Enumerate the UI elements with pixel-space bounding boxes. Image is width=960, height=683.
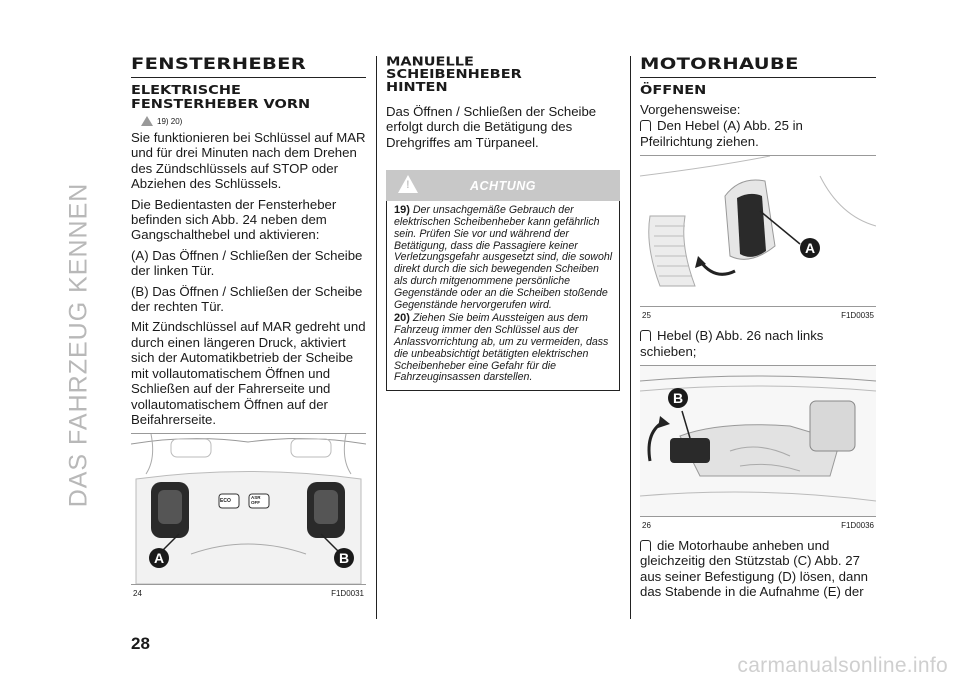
figure-24-caption [131, 589, 366, 598]
figure-26-caption [640, 521, 876, 530]
side-chapter-title-text: DAS FAHRZEUG KENNEN [64, 182, 93, 508]
warning-triangle-icon [141, 116, 153, 126]
step-item [640, 118, 876, 149]
column-motorhaube [640, 56, 876, 605]
title-rule [640, 77, 876, 78]
callout-a: A [800, 238, 820, 258]
figure-26 [640, 365, 876, 517]
step-item [640, 328, 876, 359]
figure-number: 24 [133, 589, 142, 599]
note-number: 20) [394, 312, 410, 325]
bullet-icon [640, 540, 651, 551]
title-rule [131, 77, 366, 78]
note-number: 19) [394, 204, 410, 217]
warning-refs-text: 19) 20) [157, 116, 183, 126]
callout-a: A [149, 548, 169, 568]
section-title: MOTORHAUBE [640, 54, 799, 74]
figure-24 [131, 433, 366, 585]
warning-heading: ACHTUNG [470, 178, 536, 193]
section-title: MANUELLE SCHEIBENHEBER HINTEN [386, 55, 522, 95]
warning-header [386, 170, 620, 201]
column-divider-2 [630, 56, 631, 619]
column-manuelle-scheibenheber [386, 56, 620, 391]
figure-number: 26 [642, 521, 651, 531]
watermark: carmanualsonline.info [737, 654, 948, 677]
callout-b: B [668, 388, 688, 408]
page-number: 28 [131, 634, 150, 653]
note-text: Der unsachgemäße Gebrauch der elektrischen Scheibenheber kann gefährlich sein. Prüfen Sie vor und während der Betätigung, dass die Passagiere keiner Verletzungsgefahr ausgesetzt sind, die sowohl direkt durch die sich bewegenden Scheiben als durch mitgenommene persönliche Gegenstände oder an die Scheiben stoßende Gegenstände hervorgerufen wird. [394, 204, 613, 311]
figure-25-caption [640, 311, 876, 320]
step-item [640, 538, 876, 600]
asr-button-label: ASR OFF [251, 495, 261, 506]
column-divider-1 [376, 56, 377, 619]
paragraph: Das Öffnen / Schließen der Scheibe erfolgt durch die Betätigung des Drehgriffes am Türpaneel. [386, 104, 597, 150]
paragraph: Sie funktionieren bei Schlüssel auf MAR und für drei Minuten nach dem Drehen des Zündschlüssels auf STOP oder Abziehen des Schlüssels. [131, 130, 366, 192]
figure-25 [640, 155, 876, 307]
figure-number: 25 [642, 311, 651, 321]
step-text: Hebel (B) Abb. 26 nach links schieben; [640, 328, 824, 359]
figure-code: F1D0035 [841, 311, 874, 321]
step-text: die Motorhaube anheben und gleichzeitig den Stützstab (C) Abb. 27 aus seiner Befestigung (D) lösen, dann das Stabende in die Aufnahme (E) der [640, 538, 868, 600]
paragraph: (B) Das Öffnen / Schließen der Scheibe der rechten Tür. [131, 283, 363, 315]
warning-note [394, 313, 614, 384]
paragraph: Mit Zündschlüssel auf MAR gedreht und durch einen längeren Druck, aktiviert sich der Automatikbetrieb der Scheibe mit vollautomatischem Öffnen und Schließen auf der Fahrerseite und vollautomatischem Öffnen auf der Beifahrerseite. [131, 319, 366, 427]
warning-note [394, 205, 614, 311]
callout-b: B [334, 548, 354, 568]
figure-code: F1D0031 [331, 589, 364, 599]
bullet-icon [640, 120, 651, 131]
bullet-icon [640, 330, 651, 341]
note-text: Ziehen Sie beim Aussteigen aus dem Fahrzeug immer den Schlüssel aus der Anlassvorrichtung ab, um zu vermeiden, dass die unbeabsichtigt betätigten elektrischen Scheibenheber eine Gefahr für die Fahrzeuginsassen darstellen. [394, 312, 609, 384]
paragraph: Die Bedientasten der Fensterheber befinden sich Abb. 24 neben dem Gangschalthebel und aktivieren: [131, 196, 337, 243]
paragraph: Vorgehensweise: [640, 102, 741, 117]
step-text: Den Hebel (A) Abb. 25 in Pfeilrichtung ziehen. [640, 118, 803, 149]
eco-button-label: ECO [220, 498, 231, 505]
paragraph: (A) Das Öffnen / Schließen der Scheibe der linken Tür. [131, 247, 363, 279]
figure-25-illustration [640, 156, 876, 306]
warning-refs [141, 116, 366, 126]
subsection-title: ELEKTRISCHE FENSTERHEBER VORN [131, 84, 311, 112]
subsection-title: ÖFFNEN [640, 84, 707, 98]
warning-triangle-icon [398, 175, 418, 193]
section-title: FENSTERHEBER [131, 54, 307, 74]
column-fensterheber [131, 56, 366, 598]
figure-code: F1D0036 [841, 521, 874, 531]
warning-box [386, 201, 620, 391]
